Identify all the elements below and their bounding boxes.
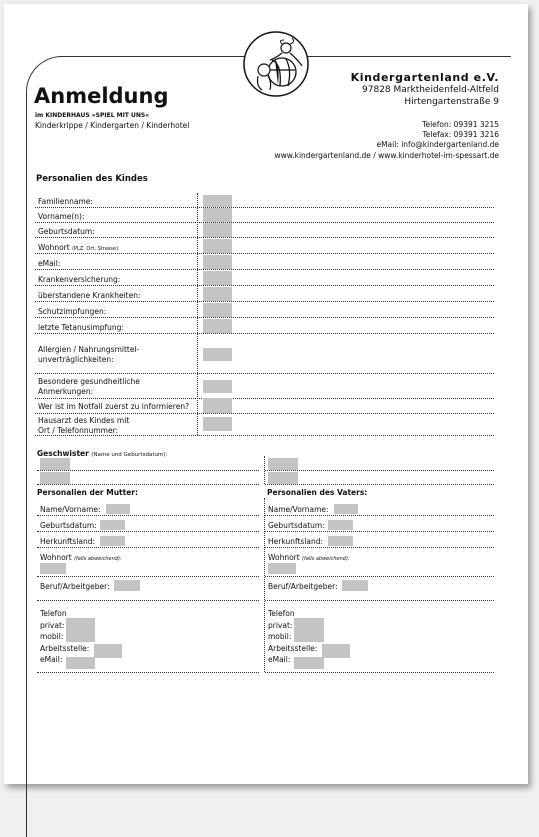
field-label: Hausarzt des Kindes mit Ort / Telefonnummer: [38,416,130,435]
father-line [265,600,494,601]
mother-name-label: Name/Vorname: [40,505,101,514]
mother-birth-label: Geburtsdatum: [40,521,97,530]
field-row-allergien [35,333,494,374]
father-private-mobile-input[interactable] [294,618,324,642]
krankheiten-input[interactable] [203,287,232,301]
field-row-vorname [35,207,494,223]
mother-birth-input[interactable] [100,520,125,530]
father-line [265,531,494,532]
mother-residence-input[interactable] [40,563,66,574]
wohnort-input[interactable] [203,239,232,253]
sibling-3-input[interactable] [268,458,298,470]
father-origin-label: Herkunftsland: [268,537,324,546]
father-work-label: Arbeitsstelle: [268,643,318,653]
org-street: Hirtengartenstraße 9 [404,97,499,107]
org-fax: Telefax: 09391 3216 [422,130,499,140]
field-row-wohnort [35,237,494,254]
father-name-label: Name/Vorname: [268,505,329,514]
mother-mobile-label: mobil: [40,632,64,641]
field-row-tetanus [35,317,494,334]
org-phone: Telefon: 09391 3215 [422,120,499,129]
field-label: Geburtsdatum: [38,227,95,236]
field-row-hausarzt [35,413,494,436]
father-email-label: eMail: [268,655,291,664]
father-line [265,672,494,673]
org-email: eMail: info@kindergartenland.de [376,140,499,150]
field-label: Krankenversicherung: [38,275,121,284]
father-phone-label: Telefon [268,609,295,618]
org-city: 97828 Marktheidenfeld-Altfeld [362,85,499,95]
sibling-2-input[interactable] [40,472,70,484]
parents-divider [264,498,265,672]
mother-origin-input[interactable] [100,536,125,546]
father-email-input[interactable] [294,657,324,669]
father-job-input[interactable] [342,580,368,591]
mother-origin-label: Herkunftsland: [40,537,96,546]
father-line [265,547,494,548]
field-row-schutzimpfungen [35,301,494,318]
mother-line [37,600,259,601]
email-input[interactable] [203,255,232,269]
mother-heading: Personalien der Mutter: [37,488,139,497]
father-private-label: privat: [268,620,293,630]
father-mobile-label: mobil: [268,632,292,641]
father-line [265,515,494,516]
father-birth-label: Geburtsdatum: [268,521,325,530]
mother-private-mobile-input[interactable] [66,618,95,642]
sibling-line [37,470,259,471]
sibling-line [37,484,259,485]
father-name-input[interactable] [334,504,358,514]
kinderhaus-subtitle: im KINDERHAUS »SPIEL MIT UNS« [35,112,150,119]
father-line [265,576,494,577]
familienname-input[interactable] [203,195,232,207]
field-row-email [35,253,494,270]
children-with-ball-logo [242,30,310,98]
sibling-line [265,470,494,471]
field-label: Besondere gesundheitliche Anmerkungen: [38,377,140,396]
father-origin-input[interactable] [328,536,353,546]
services-subtitle: Kinderkrippe / Kindergarten / Kinderhotel [35,121,190,130]
besondere-input[interactable] [203,380,232,393]
father-heading: Personalien des Vaters: [267,488,368,497]
mother-line [37,531,259,532]
field-label: Vorname(n): [38,212,85,221]
krankenversicherung-input[interactable] [203,271,232,285]
field-row-krankenversicherung [35,269,494,286]
sibling-4-input[interactable] [268,472,298,484]
mother-email-input[interactable] [66,657,95,669]
page-title: Anmeldung [34,84,169,108]
field-row-besondere [35,373,494,399]
field-label: eMail: [38,259,61,268]
field-label: Wohnort (PLZ, Ort, Strasse): [38,243,120,252]
field-label: Schutzimpfungen: [38,307,107,316]
field-row-notfall [35,398,494,414]
field-label: Wer ist im Notfall zuerst zu informieren? [38,402,190,411]
mother-work-input[interactable] [94,644,122,658]
mother-job-label: Beruf/Arbeitgeber: [40,582,110,591]
field-row-familienname [35,193,494,208]
field-label: letzte Tetanusimpfung: [38,323,124,332]
hausarzt-input[interactable] [203,417,232,431]
mother-job-input[interactable] [114,580,140,591]
sibling-line [265,484,494,485]
tetanus-input[interactable] [203,319,232,333]
mother-work-label: Arbeitsstelle: [40,643,90,653]
mother-phone-label: Telefon [40,609,67,618]
contact-block [275,120,499,161]
mother-private-label: privat: [40,620,65,630]
mother-name-input[interactable] [106,504,130,514]
mother-email-label: eMail: [40,655,63,664]
mother-line [37,576,259,577]
father-job-label: Beruf/Arbeitgeber: [268,582,338,591]
allergien-input[interactable] [203,348,232,361]
mother-line [37,672,259,673]
mother-residence-label: Wohnort (falls abweichend): [40,553,122,562]
father-birth-input[interactable] [328,520,353,530]
sibling-1-input[interactable] [40,458,70,470]
org-name: Kindergartenland e.V. [350,71,499,84]
vorname-input[interactable] [203,208,232,222]
geburtsdatum-input[interactable] [203,223,232,237]
field-label: überstandene Krankheiten: [38,291,141,300]
schutzimpfungen-input[interactable] [203,303,232,317]
mother-line [37,547,259,548]
father-work-input[interactable] [322,644,350,658]
field-label: Familienname: [38,197,93,206]
organization-block [351,72,499,107]
sibling-divider [264,456,265,484]
org-web: www.kindergartenland.de / www.kinderhotel-im-spessart.de [274,150,499,160]
notfall-input[interactable] [203,398,232,413]
child-section-heading: Personalien des Kindes [36,174,148,184]
father-residence-label: Wohnort (falls abweichend): [268,553,350,562]
siblings-heading: Geschwister (Name und Geburtsdatum): [37,449,168,458]
mother-line [37,515,259,516]
field-row-geburtsdatum [35,222,494,238]
father-residence-input[interactable] [268,563,296,574]
field-row-krankheiten [35,285,494,302]
field-label: Allergien / Nahrungsmittel- unverträglichkeiten: [38,345,140,364]
